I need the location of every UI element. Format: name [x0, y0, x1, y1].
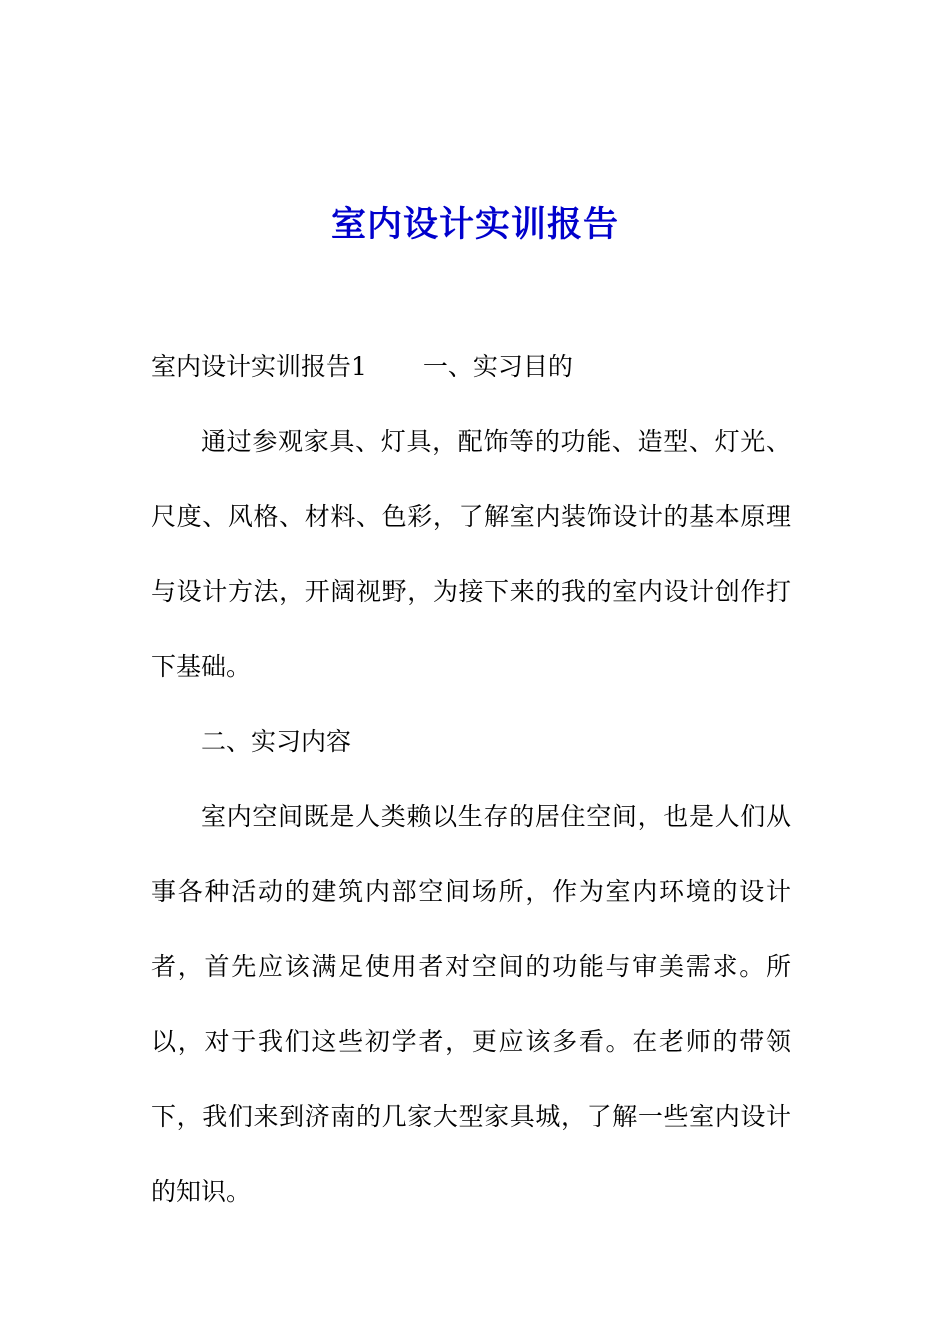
- document-title: 室内设计实训报告: [330, 204, 619, 246]
- paragraph-content: 室内空间既是人类赖以生存的居住空间，也是人们从事各种活动的建筑内部空间场所，作为室内环境的设计者，首先应该满足使用者对空间的功能与审美需求。所以，对于我们这些初学者，更应该多看。在老师的带领下，我们来到济南的几家大型家具城，了解一些室内设计的知识。: [151, 802, 791, 1206]
- report-label: 室内设计实训报告1: [151, 352, 367, 381]
- section-one-heading: 一、实习目的: [422, 352, 573, 381]
- document-body: [151, 329, 791, 1229]
- paragraph-purpose: 通过参观家具、灯具，配饰等的功能、造型、灯光、尺度、风格、材料、色彩，了解室内装饰设计的基本原理与设计方法，开阔视野，为接下来的我的室内设计创作打下基础。: [151, 427, 791, 681]
- section-two-heading: 二、实习内容: [201, 727, 352, 756]
- heading-line: [151, 329, 791, 404]
